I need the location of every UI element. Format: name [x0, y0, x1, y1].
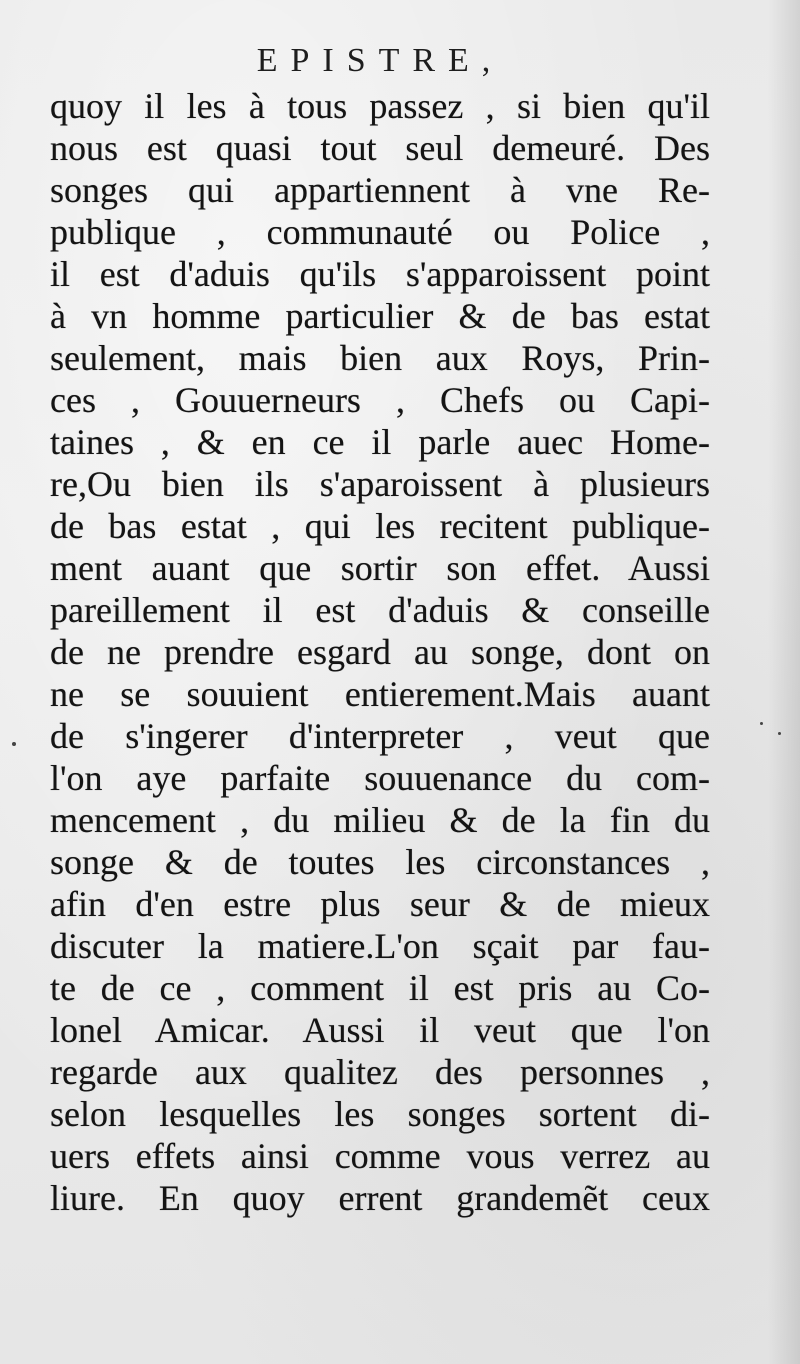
text-line: de ne prendre esgard au songe, dont on [50, 632, 710, 672]
text-line: de s'ingerer d'interpreter , veut que [50, 716, 710, 756]
text-line: nous est quasi tout seul demeuré. Des [50, 128, 710, 168]
text-line: regarde aux qualitez des personnes , [50, 1052, 710, 1092]
text-line: selon lesquelles les songes sortent di- [50, 1094, 710, 1134]
text-line: songe & de toutes les circonstances , [50, 842, 710, 882]
text-line: à vn homme particulier & de bas estat [50, 296, 710, 336]
text-line: quoy il les à tous passez , si bien qu'il [50, 86, 710, 126]
text-line: discuter la matiere.L'on sçait par fau- [50, 926, 710, 966]
text-line: re,Ou bien ils s'aparoissent à plusieurs [50, 464, 710, 504]
text-line: lonel Amicar. Aussi il veut que l'on [50, 1010, 710, 1050]
text-line: mencement , du milieu & de la fin du [50, 800, 710, 840]
text-line: songes qui appartiennent à vne Re- [50, 170, 710, 210]
text-line: l'on aye parfaite souuenance du com- [50, 758, 710, 798]
text-line: publique , communauté ou Police , [50, 212, 710, 252]
ink-speck [760, 722, 763, 725]
text-line: taines , & en ce il parle auec Home- [50, 422, 710, 462]
ink-speck [12, 742, 16, 746]
text-line: seulement, mais bien aux Roys, Prin- [50, 338, 710, 378]
page-edge-shadow [768, 0, 800, 1364]
text-line: pareillement il est d'aduis & conseille [50, 590, 710, 630]
text-line: ment auant que sortir son effet. Aussi [50, 548, 710, 588]
text-line: il est d'aduis qu'ils s'apparoissent point [50, 254, 710, 294]
text-line: ces , Gouuerneurs , Chefs ou Capi- [50, 380, 710, 420]
text-line: de bas estat , qui les recitent publique- [50, 506, 710, 546]
text-line: te de ce , comment il est pris au Co- [50, 968, 710, 1008]
body-text [50, 85, 710, 1219]
text-line: uers effets ainsi comme vous verrez au [50, 1136, 710, 1176]
text-line: liure. En quoy errent grandemẽt ceux [50, 1178, 710, 1218]
running-head: EPISTRE, [256, 42, 504, 79]
ink-speck [778, 732, 781, 735]
text-line: afin d'en estre plus seur & de mieux [50, 884, 710, 924]
text-line: ne se souuient entierement.Mais auant [50, 674, 710, 714]
